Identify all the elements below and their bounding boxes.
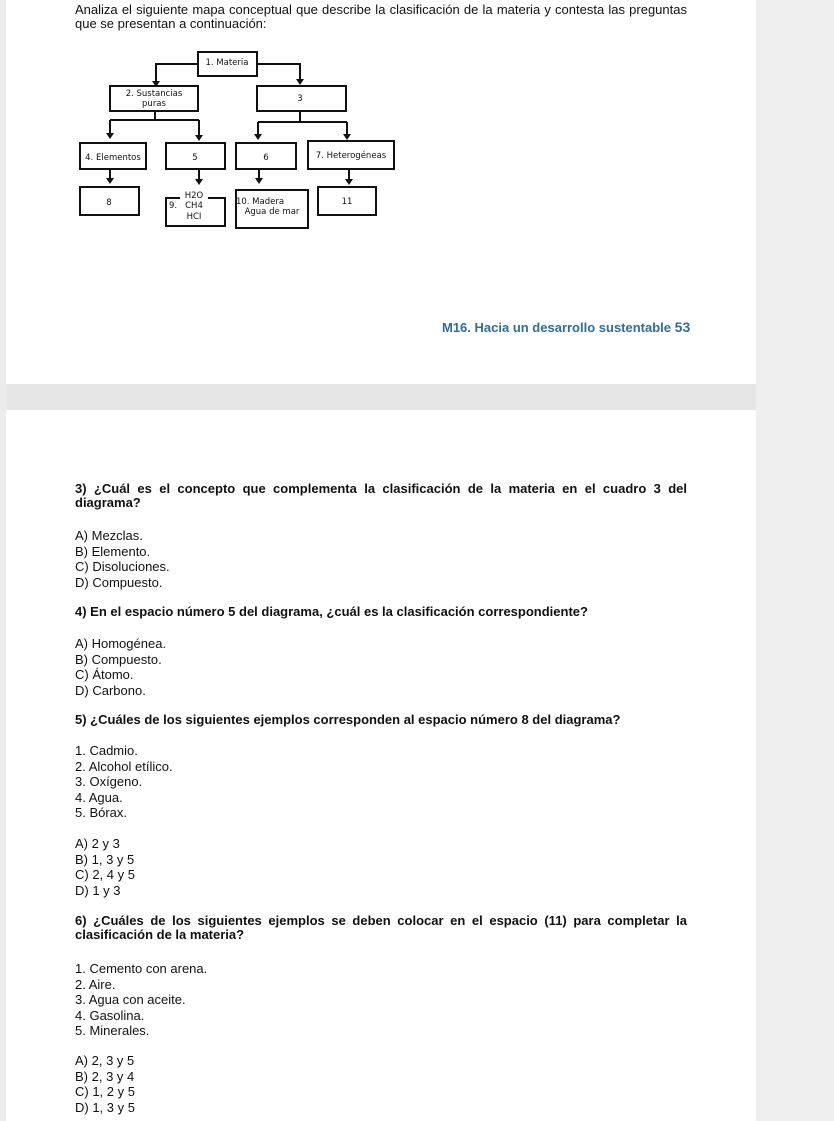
footer-title: M16. Hacia un desarrollo sustentable [442,320,672,335]
box-9-example-h2o: H2O [184,191,204,201]
box-9-number: 9. [169,201,178,211]
question-6-examples [75,961,207,1039]
page-separator [6,384,756,410]
footer-page-number: 53 [674,319,691,335]
q3-option-c: C) Disoluciones. [75,559,170,574]
q3-option-a: A) Mezclas. [75,528,143,543]
box-9-example-ch4: CH4 [185,201,203,211]
box-4-label: 4. Elementos [85,153,141,163]
box-7-label: 7. Heterogéneas [315,151,387,161]
q3-option-d: D) Compuesto. [75,574,163,590]
q4-option-c: C) Átomo. [75,667,134,682]
intro-text: Analiza el siguiente mapa conceptual que describe la clasificación de la materia y contesta las preguntas que se presentan a continuación: [75,2,687,31]
q6-option-c: C) 1, 2 y 5 [75,1084,135,1099]
q6-option-b: B) 2, 3 y 4 [75,1068,135,1084]
box-5-label: 5 [192,153,198,163]
q6-example-1: 1. Cemento con arena. [75,961,208,976]
q5-example-5: 5. Bórax. [75,805,128,820]
q5-example-3: 3. Oxígeno. [75,774,143,789]
q5-example-1: 1. Cadmio. [75,743,138,758]
q5-option-d: D) 1 y 3 [75,882,121,898]
box-9-example-hcl: HCI [186,212,202,222]
q5-example-2: 2. Alcohol etílico. [75,758,173,774]
box-8-label: 8 [106,198,112,208]
question-4: 4) En el espacio número 5 del diagrama, ¿cuál es la clasificación correspondiente? [75,604,588,619]
question-3-options [75,528,170,590]
q5-option-b: B) 1, 3 y 5 [75,851,135,867]
q6-example-5: 5. Minerales. [75,1023,150,1038]
box-10-label-line2: Agua de mar [244,207,300,217]
q6-example-2: 2. Aire. [75,976,116,992]
q6-example-4: 4. Gasolina. [75,1007,145,1023]
question-4-options [75,636,166,698]
question-5: 5) ¿Cuáles de los siguientes ejemplos corresponden al espacio número 8 del diagrama? [75,712,621,727]
q5-option-c: C) 2, 4 y 5 [75,867,135,882]
q6-example-3: 3. Agua con aceite. [75,992,186,1007]
question-3: 3) ¿Cuál es el concepto que complementa la clasificación de la materia en el cuadro 3 del diagrama? [75,481,687,510]
box-11-label: 11 [341,197,353,207]
box-2-label-line1: 2. Sustancias [125,89,183,99]
q3-option-b: B) Elemento. [75,543,151,559]
q5-option-a: A) 2 y 3 [75,836,120,851]
q5-example-4: 4. Agua. [75,789,123,805]
q4-option-d: D) Carbono. [75,682,146,698]
q6-option-d: D) 1, 3 y 5 [75,1099,135,1115]
q4-option-b: B) Compuesto. [75,651,162,667]
q6-option-a: A) 2, 3 y 5 [75,1053,135,1068]
question-6: 6) ¿Cuáles de los siguientes ejemplos se deben colocar en el espacio (11) para completar la clasificación de la materia? [75,913,687,942]
box-2-label-line2: puras [142,99,166,109]
box-1-label: 1. Materia [205,58,249,68]
question-5-options [75,836,135,898]
q4-option-a: A) Homogénea. [75,636,167,651]
question-6-options [75,1053,135,1115]
question-5-examples [75,743,173,821]
box-6-label: 6 [263,153,269,163]
box-10-label-line1: 10. Madera [235,197,285,207]
viewer-background [756,0,834,1121]
box-3-label: 3 [297,94,303,104]
page-footer [442,319,690,335]
